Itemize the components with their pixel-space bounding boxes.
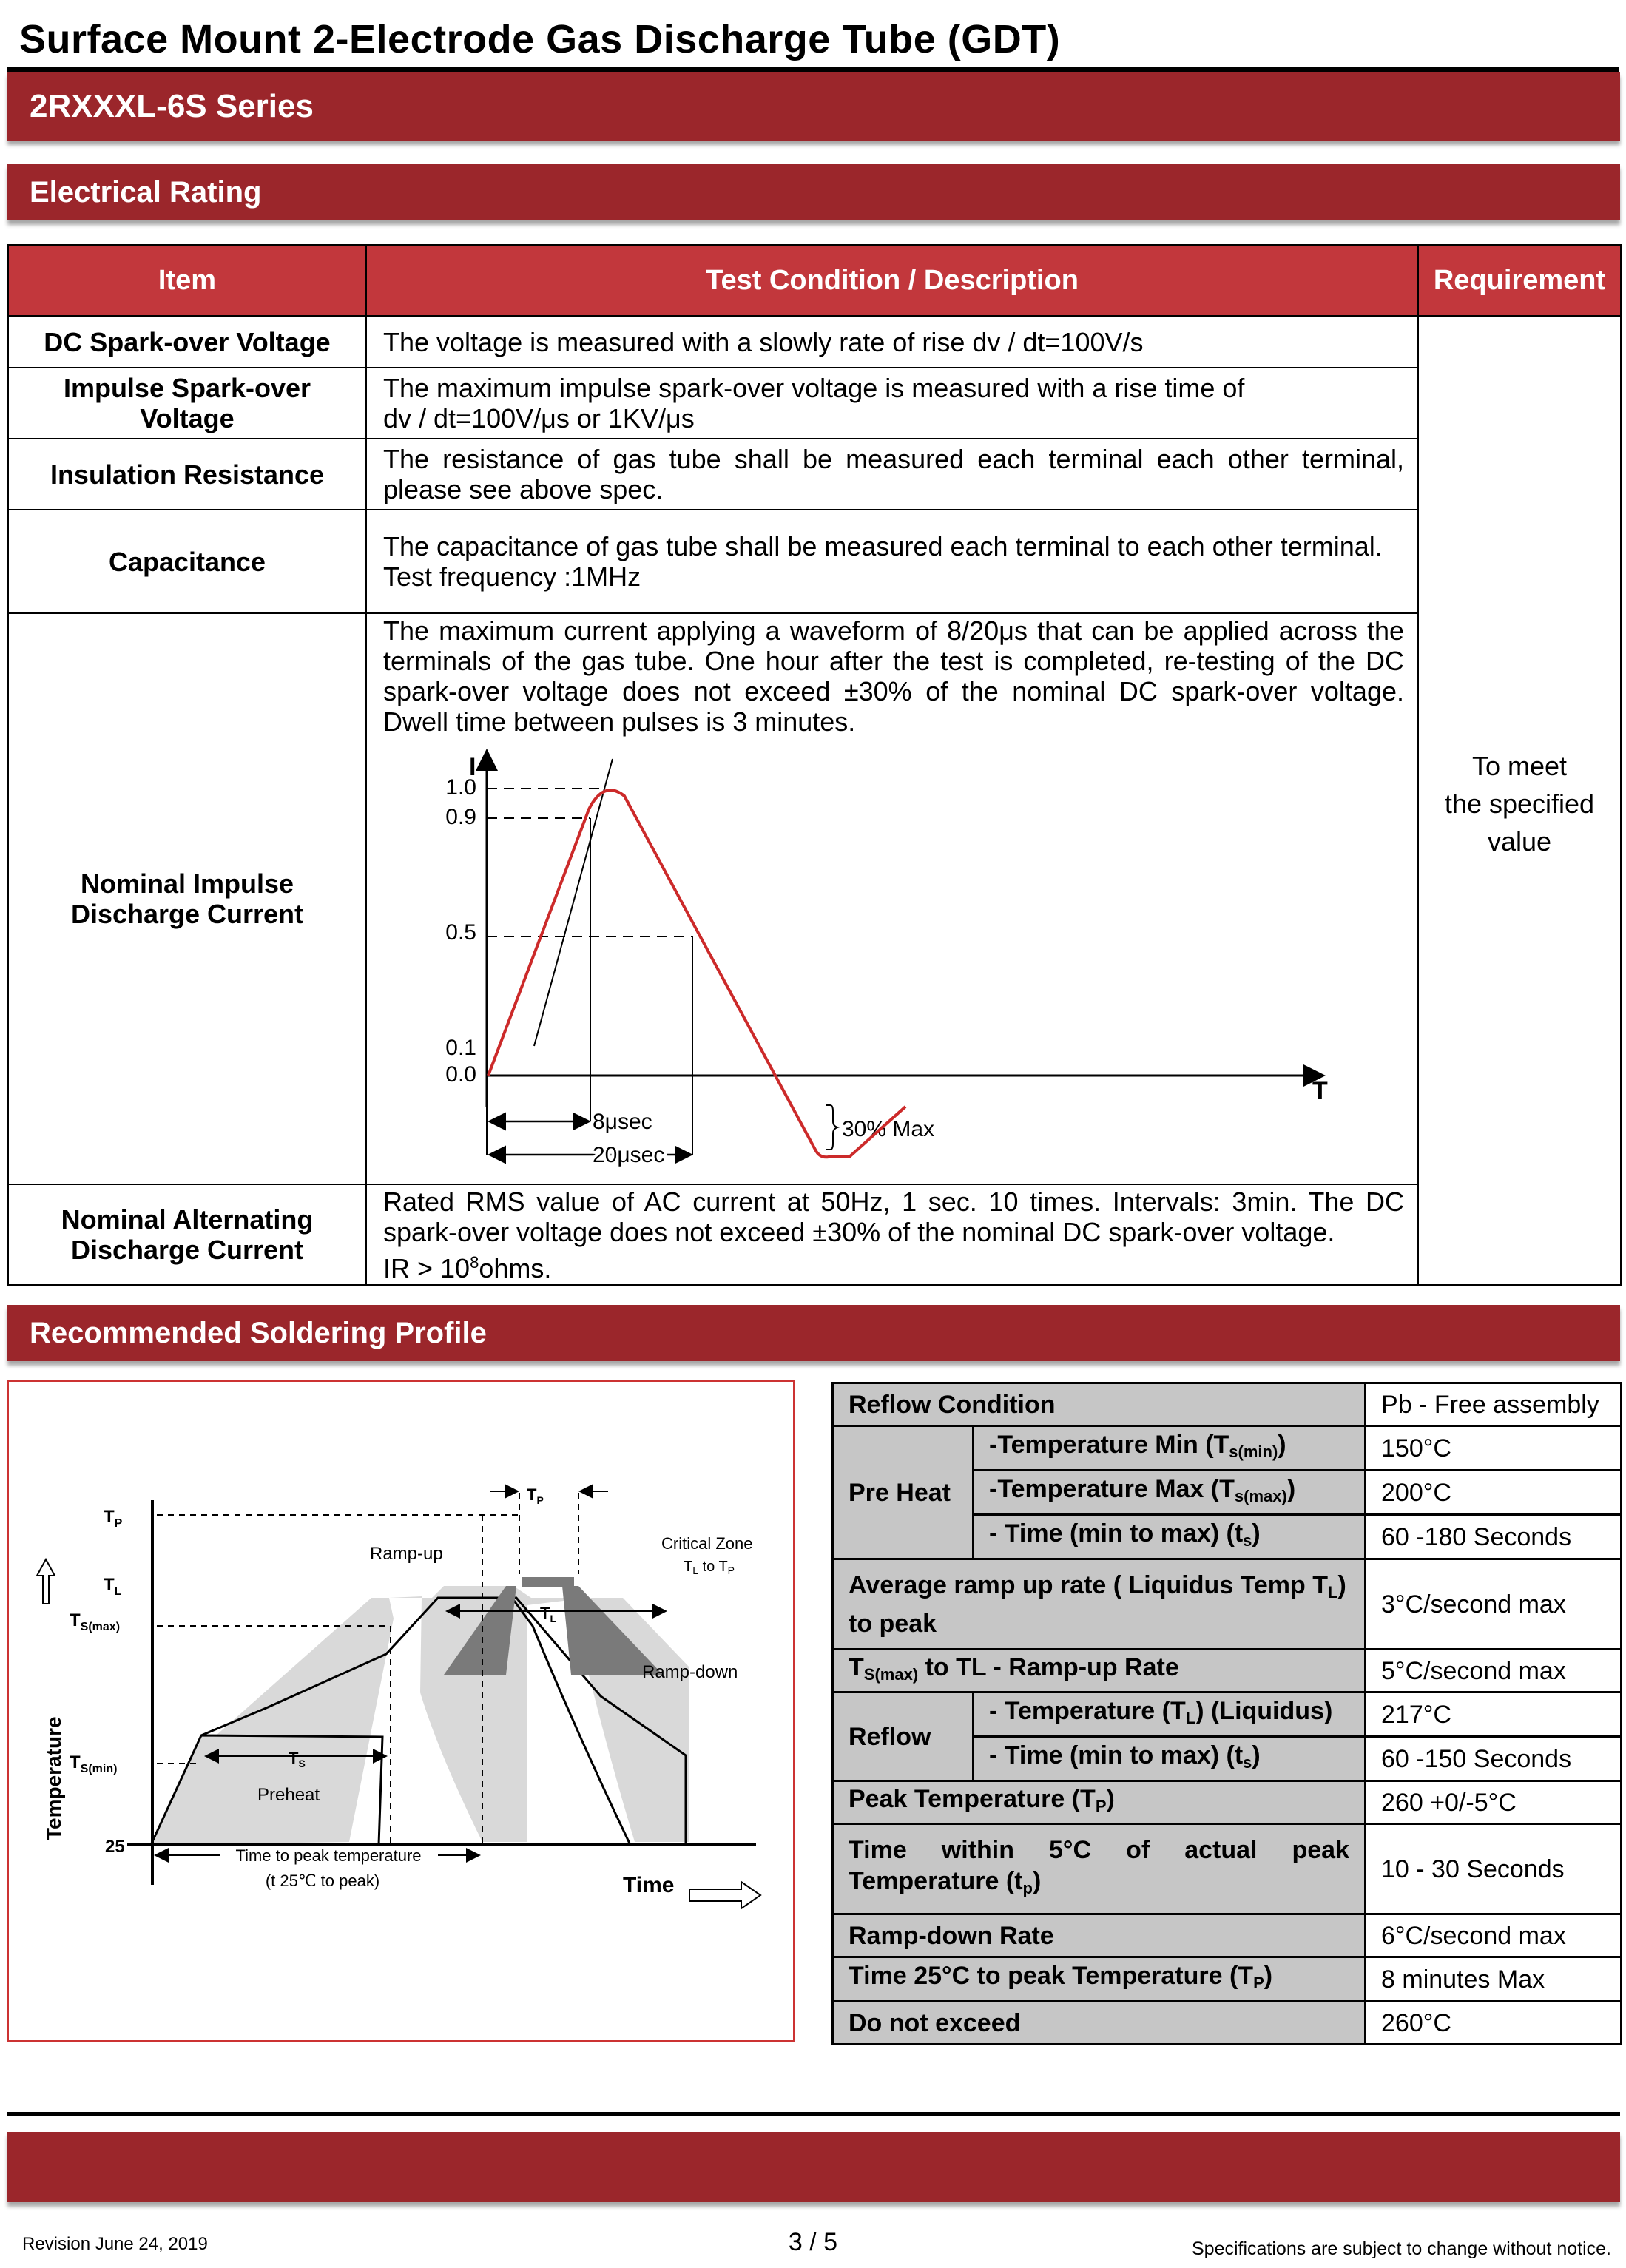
table-row	[8, 1184, 1621, 1285]
temperature-axis-label: Temperature	[42, 1716, 65, 1840]
tick-label: 1.0	[445, 775, 476, 800]
requirement-line: value	[1487, 826, 1552, 857]
desc-insulation-resistance	[366, 439, 1418, 510]
tl-duration-label: $T_L$	[540, 1604, 557, 1624]
table-row	[8, 439, 1621, 510]
table-row	[833, 1824, 1622, 1914]
item-nominal-impulse	[8, 613, 366, 1184]
section-title-soldering: Recommended Soldering Profile	[30, 1316, 487, 1349]
desc-nominal-impulse	[366, 613, 1418, 1184]
desc-text: The resistance of gas tube shall be measured each terminal each other terminal, please see above spec.	[383, 444, 1404, 504]
temp-min-value: 150°C	[1366, 1426, 1622, 1471]
peak-temp-value: 260 +0/-5°C	[1366, 1781, 1622, 1824]
y-axis-label: I	[469, 753, 476, 781]
liquidus-temp-label: - Temperature $(T_L)$ (Liquidus)	[974, 1692, 1366, 1737]
temp-max-value: 200°C	[1366, 1471, 1622, 1515]
avg-ramp-value: 3°C/second max	[1366, 1559, 1622, 1650]
table-row	[833, 1559, 1622, 1650]
item-insulation-resistance	[8, 439, 366, 510]
header-test-condition: Test Condition / Description	[366, 245, 1418, 316]
item-label: Nominal Alternating	[61, 1204, 314, 1235]
ramp-up-label: Ramp-up	[370, 1544, 443, 1564]
table-row	[8, 368, 1621, 439]
footer-rule	[7, 2112, 1620, 2116]
table-header-row	[8, 245, 1621, 316]
soldering-profile-banner	[7, 1305, 1620, 1361]
table-row	[833, 2002, 1622, 2045]
desc-capacitance	[366, 510, 1418, 613]
item-label: DC Spark-over Voltage	[44, 326, 331, 357]
undershoot-label: 30% Max	[842, 1117, 935, 1141]
notice-text: Specifications are subject to change without notice.	[1191, 2238, 1611, 2259]
preheat-label: Preheat	[257, 1785, 320, 1805]
temp-max-label: -Temperature Max $(T_{s(max)})$	[974, 1471, 1366, 1515]
desc-text: The voltage is measured with a slowly rate of rise dv / dt=100V/s	[383, 326, 1144, 357]
reflow-condition-header: Reflow Condition	[833, 1383, 1366, 1426]
desc-text: Rated RMS value of AC current at 50Hz, 1 sec. 10 times. Intervals: 3min. The DC spark-over voltage does not exceed ±30% of the nominal DC spark-over voltage.	[383, 1186, 1404, 1247]
table-row	[833, 1692, 1622, 1737]
series-name: 2RXXXL-6S Series	[30, 88, 314, 124]
impulse-waveform-diagram	[367, 737, 1388, 1181]
ramp-down-label: Ramp-down	[642, 1662, 738, 1682]
page-number: 3 / 5	[788, 2228, 838, 2256]
tp-top-label: $T_P$	[527, 1485, 544, 1506]
tick-label: 0.0	[445, 1062, 476, 1087]
time-to-peak-sublabel: (t 25℃ to peak)	[265, 1872, 380, 1890]
time-to-peak-label: Time to peak temperature	[235, 1846, 422, 1865]
svg-text:TL: $T_L$	[104, 1575, 122, 1598]
electrical-rating-table	[7, 244, 1622, 1286]
tick-label: 0.1	[445, 1036, 476, 1060]
footer-bar	[7, 2132, 1620, 2202]
desc-dc-spark-over	[366, 316, 1418, 368]
reflow-label: Reflow	[833, 1692, 974, 1781]
document-title: Surface Mount 2-Electrode Gas Discharge Tube (GDT)	[19, 17, 1061, 61]
time-25-peak-label: Time 25°C to peak Temperature $(T_P)$	[833, 1957, 1366, 2002]
item-label: Discharge Current	[70, 1235, 304, 1265]
liquidus-temp-value: 217°C	[1366, 1692, 1622, 1737]
table-row	[833, 1957, 1622, 2002]
pre-heat-label: Pre Heat	[833, 1426, 974, 1559]
ts-tl-ramp-label: $T_{S(max)}$ to TL - Ramp-up Rate	[833, 1650, 1366, 1692]
preheat-time-value: 60 -180 Seconds	[1366, 1515, 1622, 1559]
header-requirement: Requirement	[1418, 245, 1621, 316]
desc-text: dv / dt=100V/μs or 1KV/μs	[383, 403, 695, 433]
ts-tl-ramp-value: 5°C/second max	[1366, 1650, 1622, 1692]
reflow-time-value: 60 -150 Seconds	[1366, 1737, 1622, 1781]
x-axis-label: T	[1312, 1077, 1328, 1105]
desc-impulse-spark-over	[366, 368, 1418, 439]
desc-text: The capacitance of gas tube shall be measured each terminal to each other terminal.	[383, 531, 1383, 561]
requirement-line: To meet	[1471, 751, 1568, 781]
time-within-peak-value: 10 - 30 Seconds	[1366, 1824, 1622, 1914]
desc-text: Test frequency :1MHz	[383, 561, 641, 592]
critical-zone-range: $T_L$ to $T_P$	[684, 1559, 735, 1576]
reflow-condition-table	[831, 1382, 1622, 2045]
requirement-line: the specified	[1444, 789, 1595, 819]
half-time-label: 20μsec	[593, 1143, 665, 1167]
table-row	[8, 613, 1621, 1184]
time-within-peak-label: Time within 5°C of actual peak Temperature $(t_p)$	[833, 1824, 1366, 1914]
do-not-exceed-value: 260°C	[1366, 2002, 1622, 2045]
up-arrow-icon	[37, 1559, 55, 1604]
impulse-waveform-curve	[488, 790, 905, 1157]
tick-label: 0.9	[445, 805, 476, 829]
preheat-time-label: - Time (min to max) $(t_s)$	[974, 1515, 1366, 1559]
ramp-down-rate-value: 6°C/second max	[1366, 1914, 1622, 1957]
table-row	[8, 316, 1621, 368]
time-axis-label: Time	[623, 1873, 675, 1897]
item-capacitance	[8, 510, 366, 613]
desc-text: The maximum impulse spark-over voltage is measured with a rise time of	[383, 373, 1245, 403]
item-label: Insulation Resistance	[50, 459, 325, 490]
tick-label: 0.5	[445, 920, 476, 945]
ts-duration-label: $T_S$	[289, 1749, 306, 1769]
peak-temp-label: Peak Temperature $(T_P)$	[833, 1781, 1366, 1824]
desc-text: The maximum current applying a waveform of 8/20μs that can be applied across the terminals of the gas tube. One hour after the test is completed, re-testing of the DC spark-over voltage does not exceed ±30% of the nominal DC spark-over voltage. Dwell time between pulses is 3 minutes.	[383, 615, 1404, 737]
item-label: Nominal Impulse	[80, 868, 294, 899]
rise-time-label: 8μsec	[593, 1110, 652, 1134]
svg-text:TS(min): $T_{S(min)}$	[70, 1752, 118, 1775]
avg-ramp-label: Average ramp up rate ( Liquidus Temp $T_L$) to peak	[833, 1559, 1366, 1650]
item-nominal-alternating	[8, 1184, 366, 1285]
do-not-exceed-label: Do not exceed	[833, 2002, 1366, 2045]
insulation-resistance-condition	[383, 1247, 1404, 1283]
title-rule	[7, 67, 1619, 72]
table-row	[833, 1383, 1622, 1426]
svg-text:25: 25	[105, 1837, 125, 1857]
reflow-time-label: - Time (min to max) $(t_s)$	[974, 1737, 1366, 1781]
desc-nominal-alternating	[366, 1184, 1418, 1285]
table-row	[8, 510, 1621, 613]
item-label: Voltage	[140, 403, 235, 433]
soldering-profile-chart	[9, 1382, 793, 2040]
right-arrow-icon	[689, 1882, 760, 1908]
electrical-rating-banner	[7, 164, 1620, 220]
item-label: Capacitance	[108, 546, 266, 577]
table-row	[833, 1781, 1622, 1824]
revision-date: Revision June 24, 2019	[22, 2234, 208, 2254]
table-row	[833, 1426, 1622, 1471]
requirement-cell	[1418, 316, 1621, 1285]
item-label: Impulse Spark-over	[63, 373, 311, 403]
item-label: Discharge Current	[70, 899, 304, 929]
level-labels	[70, 1507, 125, 1857]
ir-exponent: 8	[470, 1252, 479, 1272]
temp-min-label: -Temperature Min $(T_{s(min)})$	[974, 1426, 1366, 1471]
time-25-peak-value: 8 minutes Max	[1366, 1957, 1622, 2002]
critical-zone-label: Critical Zone	[661, 1534, 753, 1553]
table-row	[833, 1650, 1622, 1692]
soldering-profile-diagram	[7, 1380, 795, 2042]
reflow-condition-value: Pb - Free assembly	[1366, 1383, 1622, 1426]
header-item: Item	[8, 245, 366, 316]
item-dc-spark-over	[8, 316, 366, 368]
table-row	[833, 1914, 1622, 1957]
svg-text:TP: $T_P$	[104, 1507, 123, 1530]
section-title-electrical: Electrical Rating	[30, 175, 262, 209]
item-impulse-spark-over	[8, 368, 366, 439]
svg-text:TS(max): $T_{S(max)}$	[70, 1610, 121, 1633]
series-banner	[7, 72, 1620, 141]
ir-suffix: ohms.	[479, 1252, 552, 1283]
ramp-down-rate-label: Ramp-down Rate	[833, 1914, 1366, 1957]
critical-zone-peak	[522, 1577, 574, 1587]
ir-prefix: IR > 10	[383, 1252, 470, 1283]
